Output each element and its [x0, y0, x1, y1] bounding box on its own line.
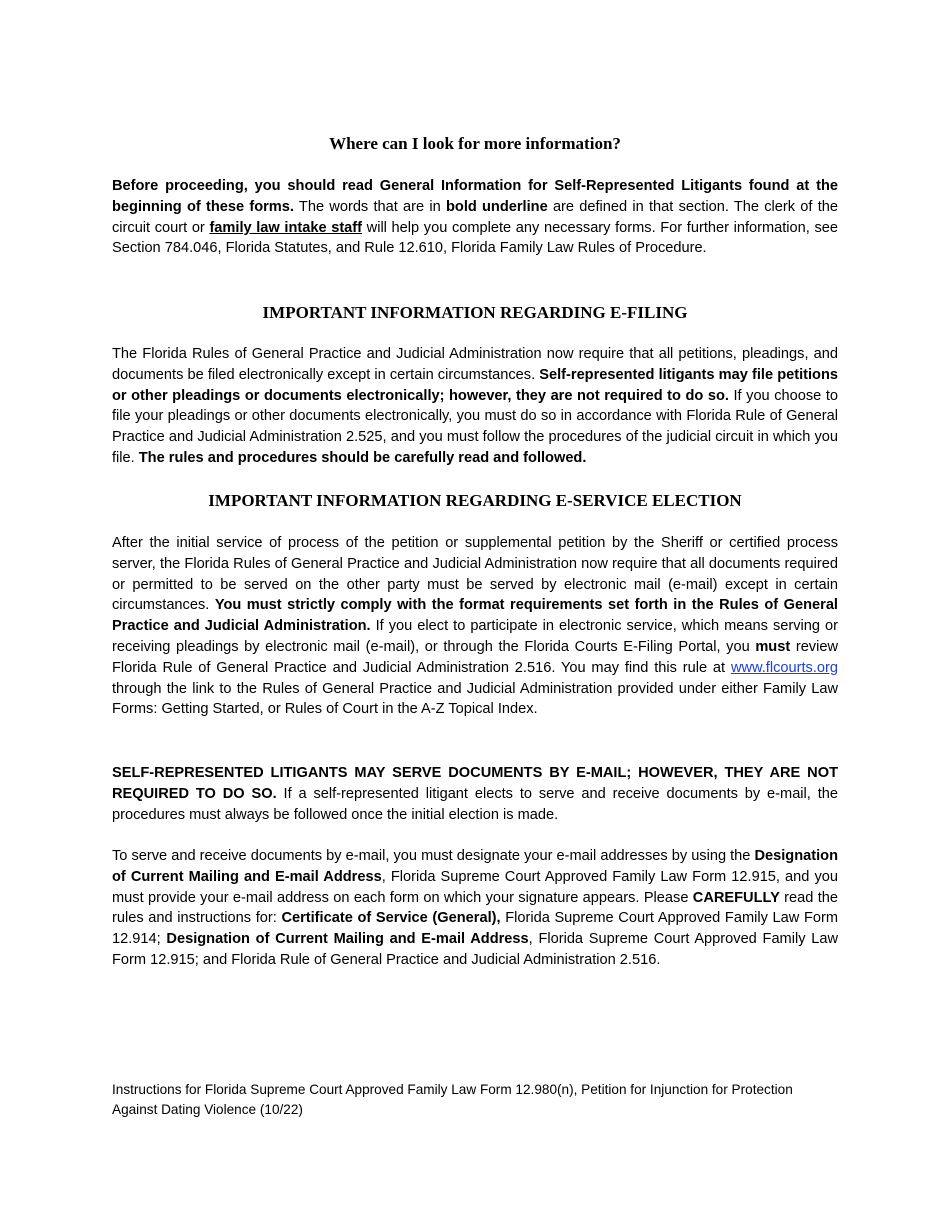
- family-law-intake-staff-term: family law intake staff: [209, 219, 363, 236]
- bold-underline-term: bold underline: [445, 198, 548, 215]
- efiling-paragraph: The Florida Rules of General Practice and Judicial Administration now require that all petitions, pleadings, and documents be filed electronically except in certain circumstances. Self-represented litigants may file petitions or other pleadings or documents electronically; however, they are not required to do so. If you choose to file your pleadings or other documents electronically, you must do so in accordance with Florida Rule of General Practice and Judicial Administration 2.525, and you must follow the procedures of the judicial circuit in which you file. The rules and procedures should be carefully read and followed.: [112, 346, 838, 466]
- flcourts-link[interactable]: www.flcourts.org: [730, 659, 838, 676]
- eservice-paragraph-2: SELF-REPRESENTED LITIGANTS MAY SERVE DOCUMENTS BY E-MAIL; HOWEVER, THEY ARE NOT REQUIRED TO DO SO. If a self-represented litigant elects to serve and receive documents by e-mail, the procedures must always be followed once the initial election is made.: [112, 765, 838, 823]
- eservice-heading: IMPORTANT INFORMATION REGARDING E-SERVICE ELECTION: [208, 491, 742, 510]
- read-general-info-text: Before proceeding, you should read General Information for Self-Represented Litigants found at the beginning of these forms.: [112, 178, 838, 215]
- eservice-paragraph-1: After the initial service of process of the petition or supplemental petition by the Sheriff or certified process server, the Florida Rules of General Practice and Judicial Administration now require that all documents required or permitted to be served on the other party must be served by electronic mail (e-mail) except in certain circumstances. You must strictly comply with the format requirements set forth in the Rules of General Practice and Judicial Administration. If you elect to participate in electronic service, which means serving or receiving pleadings by electronic mail (e-mail), or through the Florida Courts E-Filing Portal, you must review Florida Rule of General Practice and Judicial Administration 2.516. You may find this rule at www.flcourts.org through the link to the Rules of General Practice and Judicial Administration provided under either Family Law Forms: Getting Started, or Rules of Court in the A-Z Topical Index.: [112, 535, 839, 718]
- more-info-heading: Where can I look for more information?: [329, 134, 621, 153]
- more-info-paragraph: Before proceeding, you should read General Information for Self-Represented Litigants found at the beginning of these forms. The words that are in bold underline are defined in that section. The clerk of the circuit court or family law intake staff will help you complete any necessary forms. For further information, see Section 784.046, Florida Statutes, and Rule 12.610, Florida Family Law Rules of Procedure.: [112, 178, 838, 257]
- efiling-heading: IMPORTANT INFORMATION REGARDING E-FILING: [262, 303, 688, 322]
- eservice-paragraph-3: To serve and receive documents by e-mail, you must designate your e-mail addresses by using the Designation of Current Mailing and E-mail Address, Florida Supreme Court Approved Family Law Form 12.915, and you must provide your e-mail address on each form on which your signature appears. Please CAREFULLY read the rules and instructions for: Certificate of Service (General), Florida Supreme Court Approved Family Law Form 12.914; Designation of Current Mailing and E-mail Address, Florida Supreme Court Approved Family Law Form 12.915; and Florida Rule of General Practice and Judicial Administration 2.516.: [112, 848, 838, 968]
- page-footer: Instructions for Florida Supreme Court Approved Family Law Form 12.980(n), Petition for Injunction for Protection Against Dating Violence (10/22): [112, 1082, 793, 1117]
